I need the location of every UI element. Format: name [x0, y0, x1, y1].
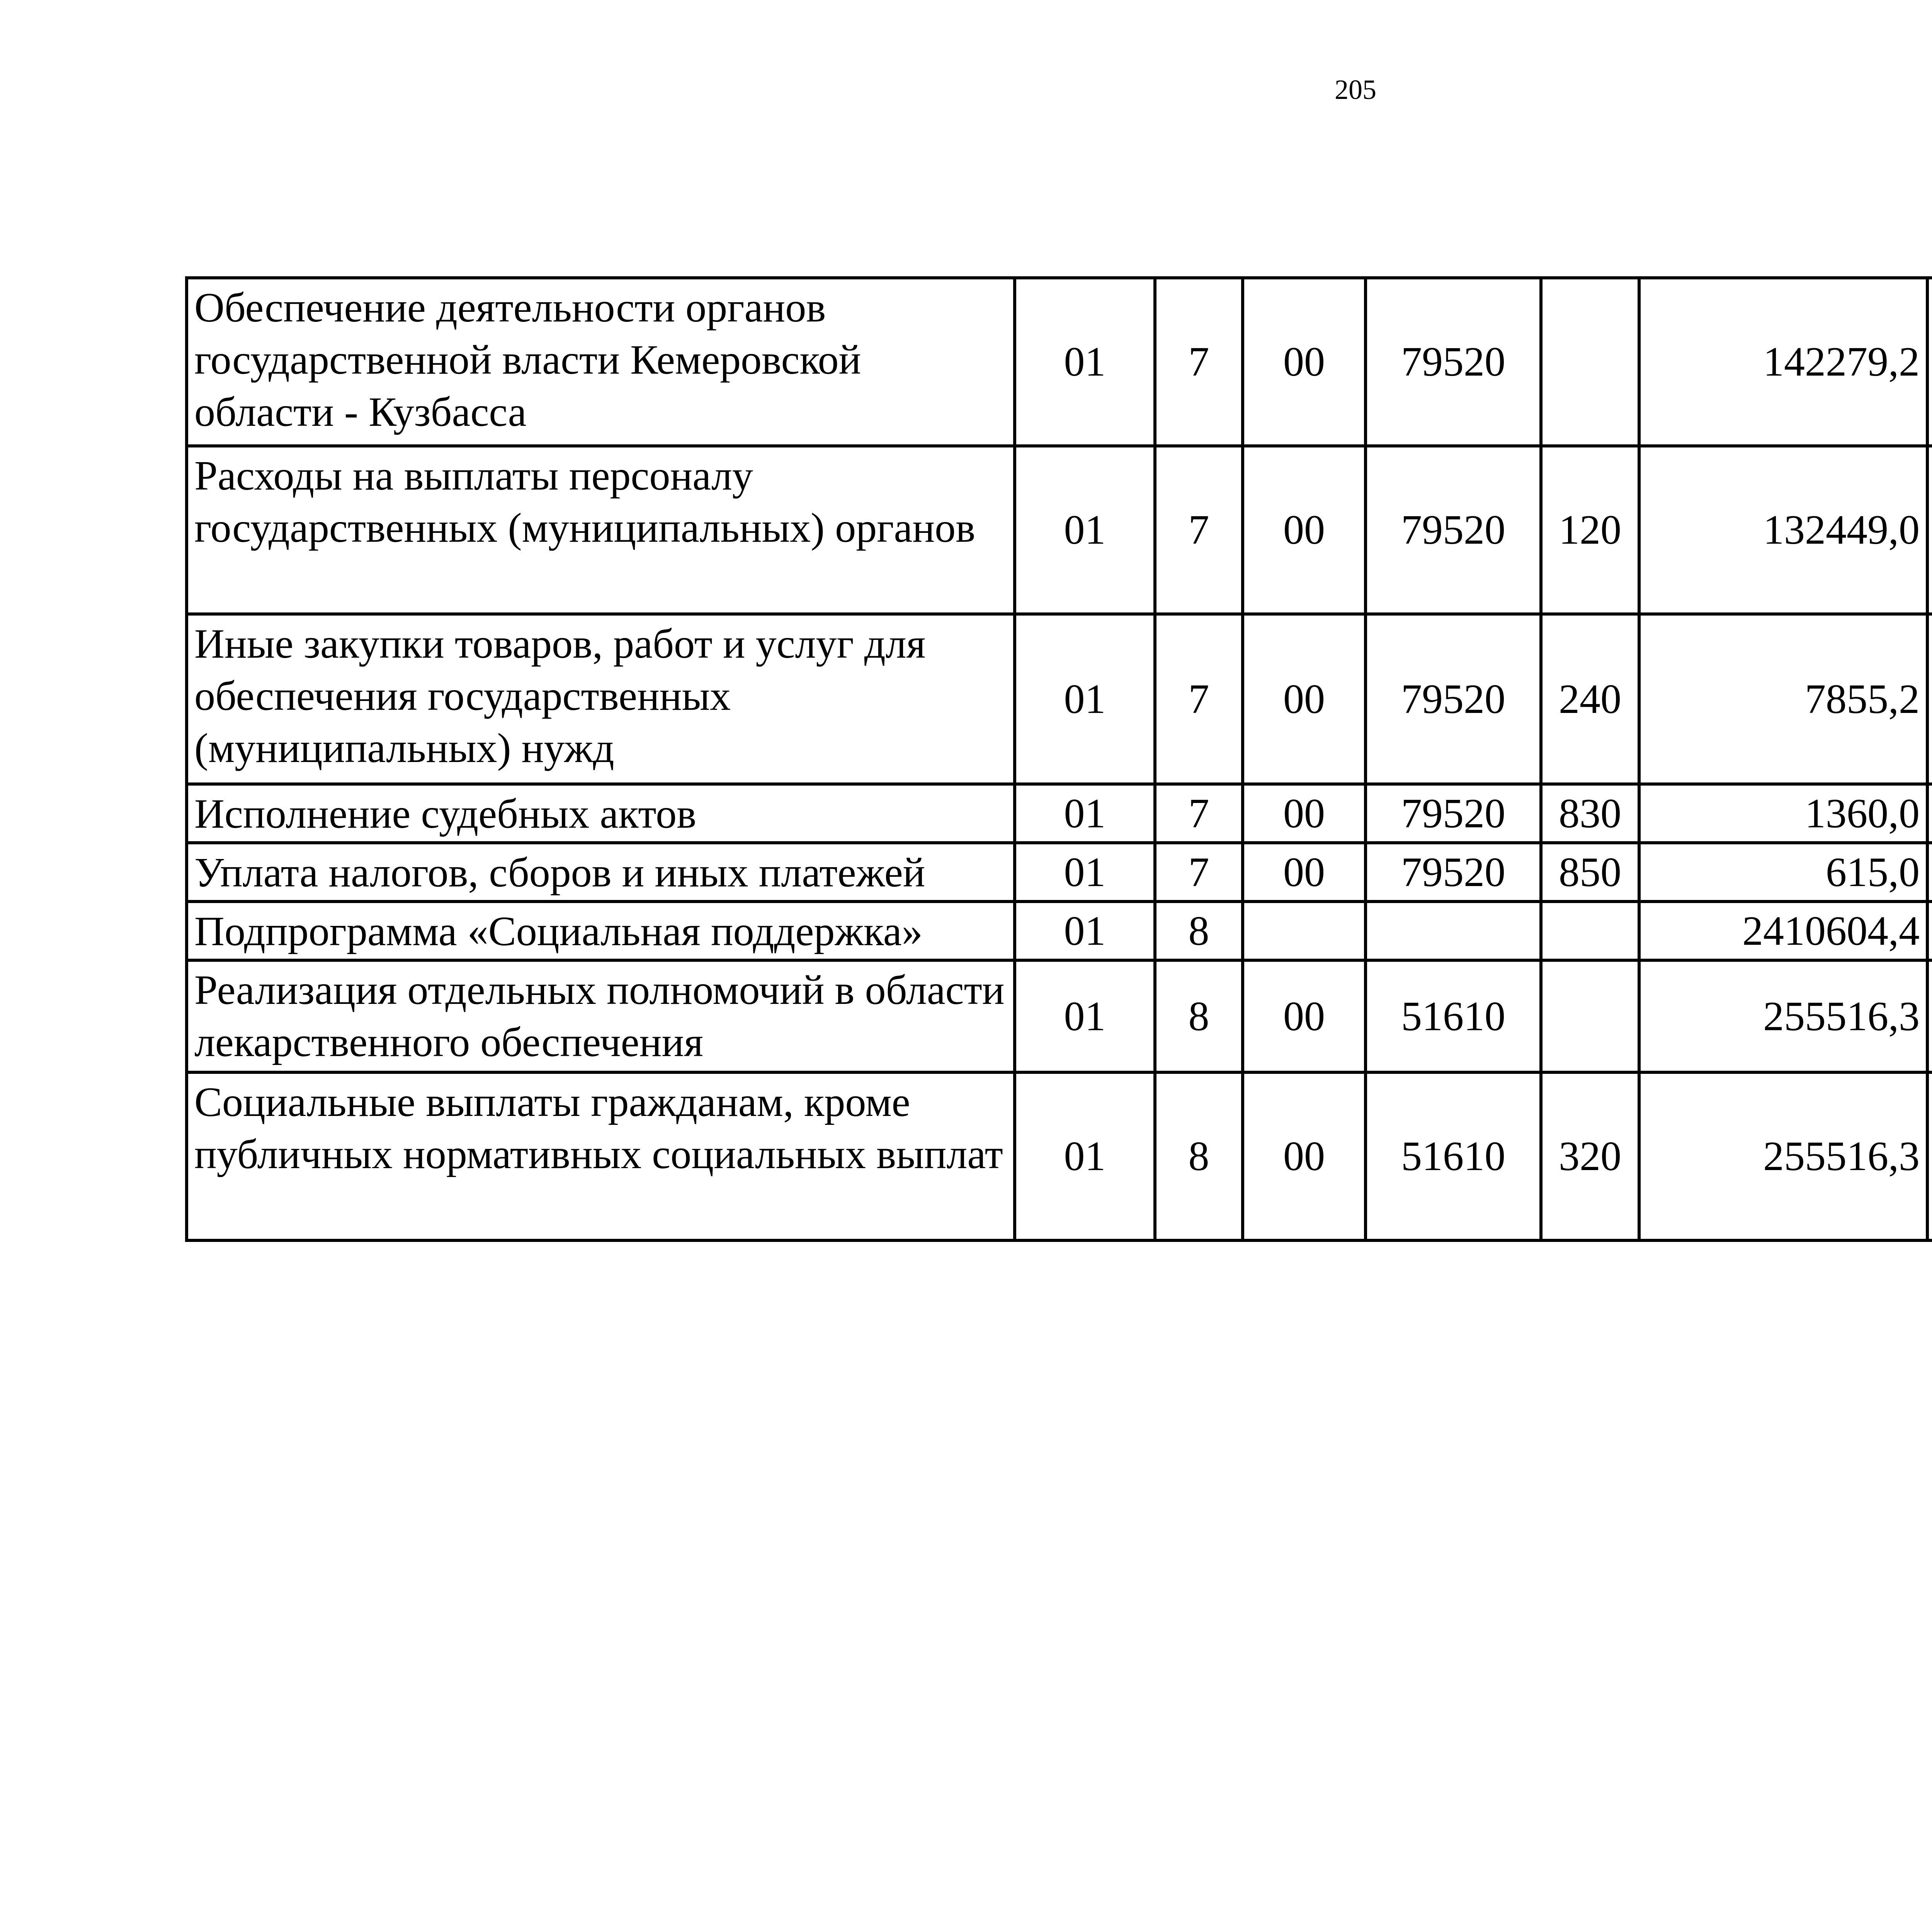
amount-cell: 2410604,4 — [1639, 902, 1927, 960]
code-cell: 8 — [1155, 1072, 1243, 1240]
code-cell: 7 — [1155, 843, 1243, 902]
code-cell: 240 — [1541, 614, 1639, 784]
amount-cell — [1927, 278, 1932, 446]
table-row — [187, 1072, 1932, 1240]
code-cell — [1243, 902, 1366, 960]
code-cell: 51610 — [1366, 960, 1541, 1072]
table-row — [187, 843, 1932, 902]
code-cell: 320 — [1541, 1072, 1639, 1240]
code-cell: 830 — [1541, 784, 1639, 843]
code-cell: 850 — [1541, 843, 1639, 902]
code-cell: 00 — [1243, 843, 1366, 902]
code-cell — [1541, 278, 1639, 446]
code-cell: 00 — [1243, 446, 1366, 614]
table-row — [187, 446, 1932, 614]
amount-cell: 142279,2 — [1639, 278, 1927, 446]
code-cell: 00 — [1243, 278, 1366, 446]
row-name: Обеспечение деятельности органов государственной власти Кемеровской области - Кузбасса — [187, 278, 1015, 446]
row-name: Исполнение судебных актов — [187, 784, 1015, 843]
amount-cell — [1927, 1072, 1932, 1240]
code-cell: 8 — [1155, 902, 1243, 960]
code-cell: 120 — [1541, 446, 1639, 614]
code-cell: 79520 — [1366, 446, 1541, 614]
code-cell: 01 — [1015, 843, 1155, 902]
code-cell — [1541, 960, 1639, 1072]
budget-table — [185, 276, 1932, 1242]
code-cell: 7 — [1155, 784, 1243, 843]
code-cell: 01 — [1015, 1072, 1155, 1240]
code-cell: 01 — [1015, 446, 1155, 614]
table-row — [187, 278, 1932, 446]
amount-cell — [1927, 614, 1932, 784]
code-cell: 01 — [1015, 784, 1155, 843]
code-cell: 00 — [1243, 960, 1366, 1072]
code-cell: 8 — [1155, 960, 1243, 1072]
code-cell: 7 — [1155, 614, 1243, 784]
amount-cell: 255516,3 — [1639, 960, 1927, 1072]
code-cell: 00 — [1243, 784, 1366, 843]
code-cell: 00 — [1243, 1072, 1366, 1240]
row-name: Расходы на выплаты персоналу государственных (муниципальных) органов — [187, 446, 1015, 614]
code-cell: 01 — [1015, 960, 1155, 1072]
code-cell: 79520 — [1366, 614, 1541, 784]
code-cell: 51610 — [1366, 1072, 1541, 1240]
page-number: 205 — [1335, 74, 1376, 105]
code-cell: 01 — [1015, 614, 1155, 784]
amount-cell: 7855,2 — [1639, 614, 1927, 784]
amount-cell — [1927, 446, 1932, 614]
code-cell: 79520 — [1366, 278, 1541, 446]
code-cell: 79520 — [1366, 843, 1541, 902]
row-name: Подпрограмма «Социальная поддержка» — [187, 902, 1015, 960]
amount-cell — [1927, 784, 1932, 843]
row-name: Уплата налогов, сборов и иных платежей — [187, 843, 1015, 902]
code-cell: 79520 — [1366, 784, 1541, 843]
row-name: Социальные выплаты гражданам, кроме публичных нормативных социальных выплат — [187, 1072, 1015, 1240]
amount-cell: 255516,3 — [1639, 1072, 1927, 1240]
amount-cell — [1927, 960, 1932, 1072]
code-cell: 00 — [1243, 614, 1366, 784]
table-row — [187, 784, 1932, 843]
code-cell: 7 — [1155, 446, 1243, 614]
amount-cell — [1927, 902, 1932, 960]
code-cell: 01 — [1015, 278, 1155, 446]
table-row — [187, 902, 1932, 960]
row-name: Иные закупки товаров, работ и услуг для обеспечения государственных (муниципальных) нужд — [187, 614, 1015, 784]
amount-cell: 1360,0 — [1639, 784, 1927, 843]
amount-cell: 132449,0 — [1639, 446, 1927, 614]
code-cell: 7 — [1155, 278, 1243, 446]
table-row — [187, 614, 1932, 784]
code-cell — [1366, 902, 1541, 960]
table-row — [187, 960, 1932, 1072]
code-cell — [1541, 902, 1639, 960]
amount-cell — [1927, 843, 1932, 902]
code-cell: 01 — [1015, 902, 1155, 960]
amount-cell: 615,0 — [1639, 843, 1927, 902]
row-name: Реализация отдельных полномочий в области лекарственного обеспечения — [187, 960, 1015, 1072]
